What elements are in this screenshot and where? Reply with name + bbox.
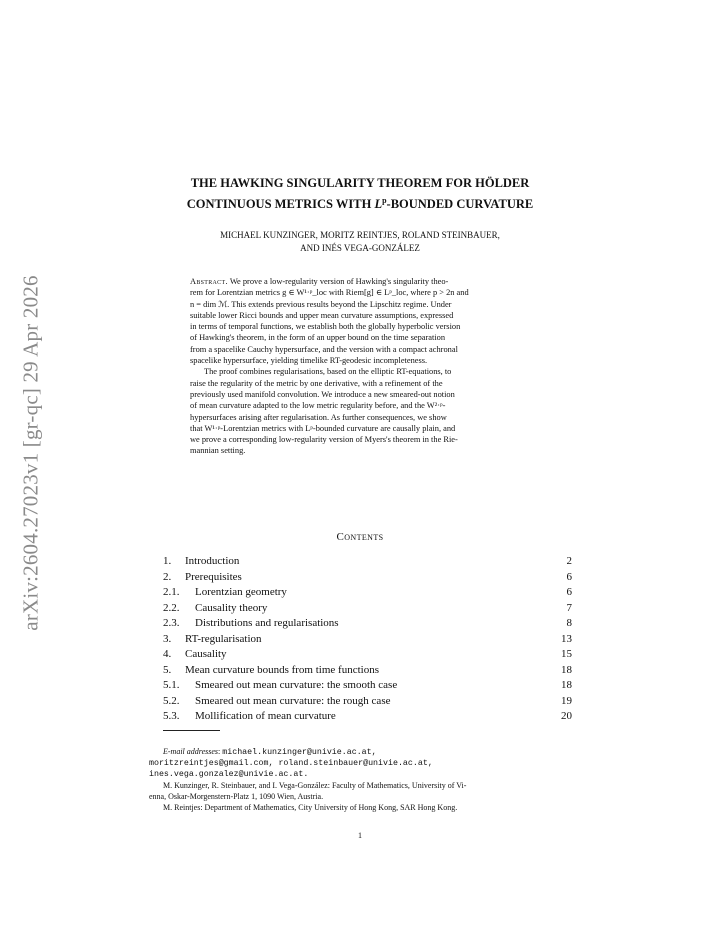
abstract-line: of Hawking's theorem, in the form of an upper bound on the time separation [190,333,446,343]
abstract-line: in terms of temporal functions, we establish both the globally hyperbolic version [190,322,461,332]
abstract-line [190,276,530,287]
toc-entry[interactable] [163,585,572,601]
arxiv-identifier-stamp [4,263,58,643]
title-line-1: THE HAWKING SINGULARITY THEOREM FOR HÖLDER [190,176,530,190]
page-number: 1 [358,831,362,840]
abstract-line: previously used manifold convolution. We introduce a new smeared-out notion [190,389,455,399]
abstract-line: from a spacelike Cauchy hypersurface, and the version with a compact achronal [190,344,458,354]
toc-title: Mollification of mean curvature [195,710,336,722]
toc-number: 2.1. [163,586,180,598]
affiliation-line: M. Kunzinger, R. Steinbauer, and I. Vega-González: Faculty of Mathematics, University of Vi- [163,781,467,790]
abstract-line: n = dim ℳ. This extends previous results beyond the Lipschitz regime. Under [190,299,452,309]
toc-title: Smeared out mean curvature: the smooth case [195,679,398,691]
abstract-line: rem for Lorentzian metrics g ∈ W¹·ᵖ_loc with Riem[g] ∈ Lᵖ_loc, where p > 2n and [190,288,469,298]
toc-number: 5.3. [163,710,180,722]
table-of-contents [163,554,572,725]
toc-page-number: 18 [561,679,572,691]
abstract-line: The proof combines regularisations, based on the elliptic RT-equations, to [204,367,452,377]
title-line-2-start: CONTINUOUS METRICS WITH [186,197,375,212]
toc-number: 2. [163,570,172,583]
toc-number: 5.1. [163,679,180,691]
abstract-line: we prove a corresponding low-regularity version of Myers's theorem in the Rie- [190,435,458,445]
toc-title: Introduction [185,555,240,567]
abstract-line-text: We prove a low-regularity version of Hawking's singularity theo- [229,277,449,286]
title-line-2-end: -BOUNDED CURVATURE [386,197,534,212]
authors-line-2: AND INÉS VEGA-GONZÁLEZ [300,242,420,253]
toc-number: 1. [163,555,172,567]
email-address[interactable]: moritzreintjes@gmail.com, roland.steinbauer@univie.ac.at, [149,759,433,768]
toc-number: 5.2. [163,694,180,707]
toc-page-number: 13 [561,632,572,645]
email-address[interactable]: michael.kunzinger@univie.ac.at, [222,748,377,757]
title-line-2 [160,192,560,213]
toc-title: Causality theory [195,601,268,614]
title-math-l: L [374,197,383,212]
toc-page-number: 6 [566,570,572,583]
abstract-line: hypersurfaces arising after regularisation. As further consequences, we show [190,412,447,422]
toc-page-number: 18 [561,663,572,676]
toc-page-number: 19 [561,694,572,707]
toc-title: Mean curvature bounds from time functions [185,663,379,676]
abstract-line: of mean curvature adapted to the low metric regularity before, and the W²·ᵖ- [190,401,446,411]
toc-entry[interactable] [163,647,572,663]
authors-line-1: MICHAEL KUNZINGER, MORITZ REINTJES, ROLAND STEINBAUER, [220,230,500,240]
toc-page-number: 7 [566,601,572,614]
toc-entry[interactable] [163,694,572,710]
toc-number: 3. [163,632,172,645]
affiliation-line: M. Reintjes: Department of Mathematics, City University of Hong Kong, SAR Hong Kong. [163,803,458,812]
toc-title: Smeared out mean curvature: the rough case [195,694,391,707]
email-line: E-mail addresses: michael.kunzinger@univie.ac.at, [163,747,377,757]
footnote-rule [163,730,220,731]
toc-entry[interactable] [163,632,572,648]
toc-number: 2.2. [163,601,180,614]
toc-number: 2.3. [163,617,180,629]
abstract-line: suitable lower Ricci bounds and upper mean curvature assumptions, expressed [190,310,454,320]
toc-page-number: 6 [566,586,572,598]
toc-number: 5. [163,663,172,676]
toc-title: RT-regularisation [185,632,262,645]
arxiv-identifier-text: arXiv:2604.27023v1 [gr-qc] 29 Apr 2026 [18,275,43,631]
contents-heading: Contents [336,531,384,543]
author-list [160,229,560,254]
toc-entry[interactable] [163,663,572,679]
toc-title: Prerequisites [185,570,242,583]
toc-entry[interactable] [163,601,572,617]
toc-page-number: 15 [561,648,572,660]
toc-entry[interactable] [163,709,572,725]
toc-title: Distributions and regularisations [195,617,339,629]
toc-entry[interactable] [163,554,572,570]
abstract-label: Abstract. [190,277,228,286]
email-label: E-mail addresses [163,747,219,756]
toc-entry[interactable] [163,616,572,632]
title-math-p: p [382,196,387,205]
toc-entry[interactable] [163,570,572,586]
abstract-line: spacelike hypersurface, yielding timelike RT-geodesic incompleteness. [190,356,428,366]
abstract-line: mannian setting. [190,446,246,456]
footnotes [149,746,573,813]
toc-number: 4. [163,648,172,660]
toc-title: Causality [185,648,227,660]
toc-page-number: 2 [566,555,572,567]
toc-title: Lorentzian geometry [195,586,287,598]
email-address[interactable]: ines.vega.gonzalez@univie.ac.at. [149,770,309,779]
abstract [190,276,530,457]
toc-entry[interactable] [163,678,572,694]
affiliation-line: enna, Oskar-Morgenstern-Platz 1, 1090 Wien, Austria. [149,792,324,801]
toc-page-number: 8 [566,617,572,629]
abstract-line: raise the regularity of the metric by one derivative, with a refinement of the [190,378,443,388]
toc-page-number: 20 [561,710,572,722]
abstract-line: that W¹·ᵖ-Lorentzian metrics with Lᵖ-bounded curvature are causally plain, and [190,423,456,433]
paper-title [160,175,560,213]
